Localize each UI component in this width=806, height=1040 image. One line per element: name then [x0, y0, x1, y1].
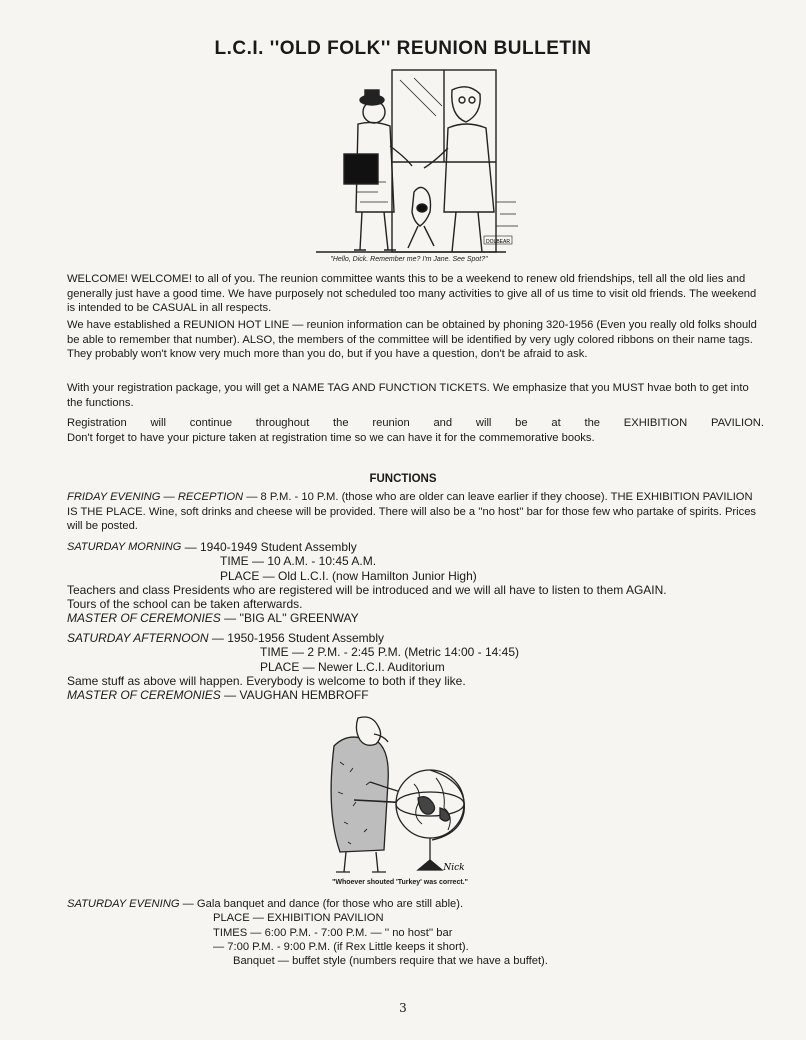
saturday-evening-label: SATURDAY EVENING [67, 898, 180, 910]
saturday-evening-times-bar: TIMES — 6:00 P.M. - 7:00 P.M. — '' no host'' bar [213, 926, 453, 939]
saturday-morning-mc-label: MASTER OF CEREMONIES [67, 611, 221, 626]
cartoon2-caption: "Whoever shouted 'Turkey' was correct." [332, 879, 468, 886]
cartoon-reunion-door-illustration [296, 62, 522, 268]
cartoon1-caption: "Hello, Dick. Remember me? I'm Jane. See Spot?" [330, 256, 488, 263]
friday-evening-text: — 8 P.M. - 10 P.M. (those who are older can leave earlier if they choose). THE EXHIBITION PAVILION IS THE PLACE. Wine, soft drinks and cheese will be provided. There will also be a ''no host'' bar for those few who partake of spirits. Prices will be posted. [67, 491, 757, 533]
saturday-evening-banquet-dance: — Gala banquet and dance (for those who are still able). [179, 898, 464, 910]
page-title: L.C.I. ''OLD FOLK'' REUNION BULLETIN [214, 38, 592, 59]
saturday-morning-label: SATURDAY MORNING [67, 541, 182, 553]
registration-paragraph [67, 416, 764, 445]
registration-line-2: Don't forget to have your picture taken at registration time so we can have it for the commemorative books. [67, 431, 595, 444]
saturday-morning-mc-name: — ''BIG AL'' GREENWAY [220, 611, 359, 626]
cartoon2-signature: Nick [443, 863, 465, 873]
saturday-morning-time: TIME — 10 A.M. - 10:45 A.M. [220, 554, 377, 569]
saturday-morning-entry [67, 540, 767, 626]
registration-line-1: Registration will continue throughout the reunion and will be at the EXHIBITION PAVILION. [67, 417, 764, 429]
friday-evening-label: FRIDAY EVENING — RECEPTION [67, 491, 244, 503]
welcome-paragraph: WELCOME! WELCOME! to all of you. The reunion committee wants this to be a weekend to renew old friendships, tell all the old lies and generally just have a good time. We have purposely not scheduled too many activities to give all of us time to visit old friends. The weekend is intended to be CASUAL in all respects. [67, 273, 757, 315]
saturday-morning-assembly: — 1940-1949 Student Assembly [181, 540, 357, 554]
saturday-evening-entry [67, 897, 767, 968]
saturday-morning-note-2: Tours of the school can be taken afterwards. [67, 597, 303, 612]
saturday-morning-note-1: Teachers and class Presidents who are registered will be introduced and we will all have to listen to them AGAIN. [67, 582, 667, 597]
saturday-afternoon-assembly: — 1950-1956 Student Assembly [208, 631, 385, 645]
saturday-afternoon-time: TIME — 2 P.M. - 2:45 P.M. (Metric 14:00 - 14:45) [260, 645, 519, 660]
saturday-morning-place: PLACE — Old L.C.I. (now Hamilton Junior High) [220, 568, 477, 583]
saturday-evening-place: PLACE — EXHIBITION PAVILION [213, 912, 384, 925]
saturday-afternoon-mc-label: MASTER OF CEREMONIES [67, 688, 221, 703]
saturday-afternoon-note-1: Same stuff as above will happen. Everybody is welcome to both if they like. [67, 673, 466, 688]
page-number: 3 [399, 1001, 407, 1015]
saturday-afternoon-entry [67, 631, 767, 702]
friday-evening-entry [67, 490, 764, 534]
saturday-evening-banquet-style: Banquet — buffet style (numbers require that we have a buffet). [233, 955, 548, 968]
saturday-afternoon-mc-name: — VAUGHAN HEMBROFF [220, 688, 369, 703]
saturday-afternoon-label: SATURDAY AFTERNOON [67, 631, 209, 645]
hotline-paragraph: We have established a REUNION HOT LINE — reunion information can be obtained by phoning 320-1956 (Even you really old folks should be able to remember that number). ALSO, the members of the committee will be identified by very ugly colored ribbons on their name tags. They probably won't know very much more than you do, but if you have a question, don't be afraid to ask. [67, 319, 757, 361]
functions-heading: FUNCTIONS [369, 473, 437, 485]
registration-package-paragraph: With your registration package, you will get a NAME TAG AND FUNCTION TICKETS. We emphasize that you MUST hvae both to get into the functions. [67, 382, 749, 409]
saturday-evening-times-banquet: — 7:00 P.M. - 9:00 P.M. (if Rex Little keeps it short). [213, 940, 469, 953]
cartoon-professor-globe-illustration [314, 712, 470, 878]
cartoon1-signature: DOLBEAR [486, 239, 510, 245]
saturday-afternoon-place: PLACE — Newer L.C.I. Auditorium [260, 659, 445, 674]
